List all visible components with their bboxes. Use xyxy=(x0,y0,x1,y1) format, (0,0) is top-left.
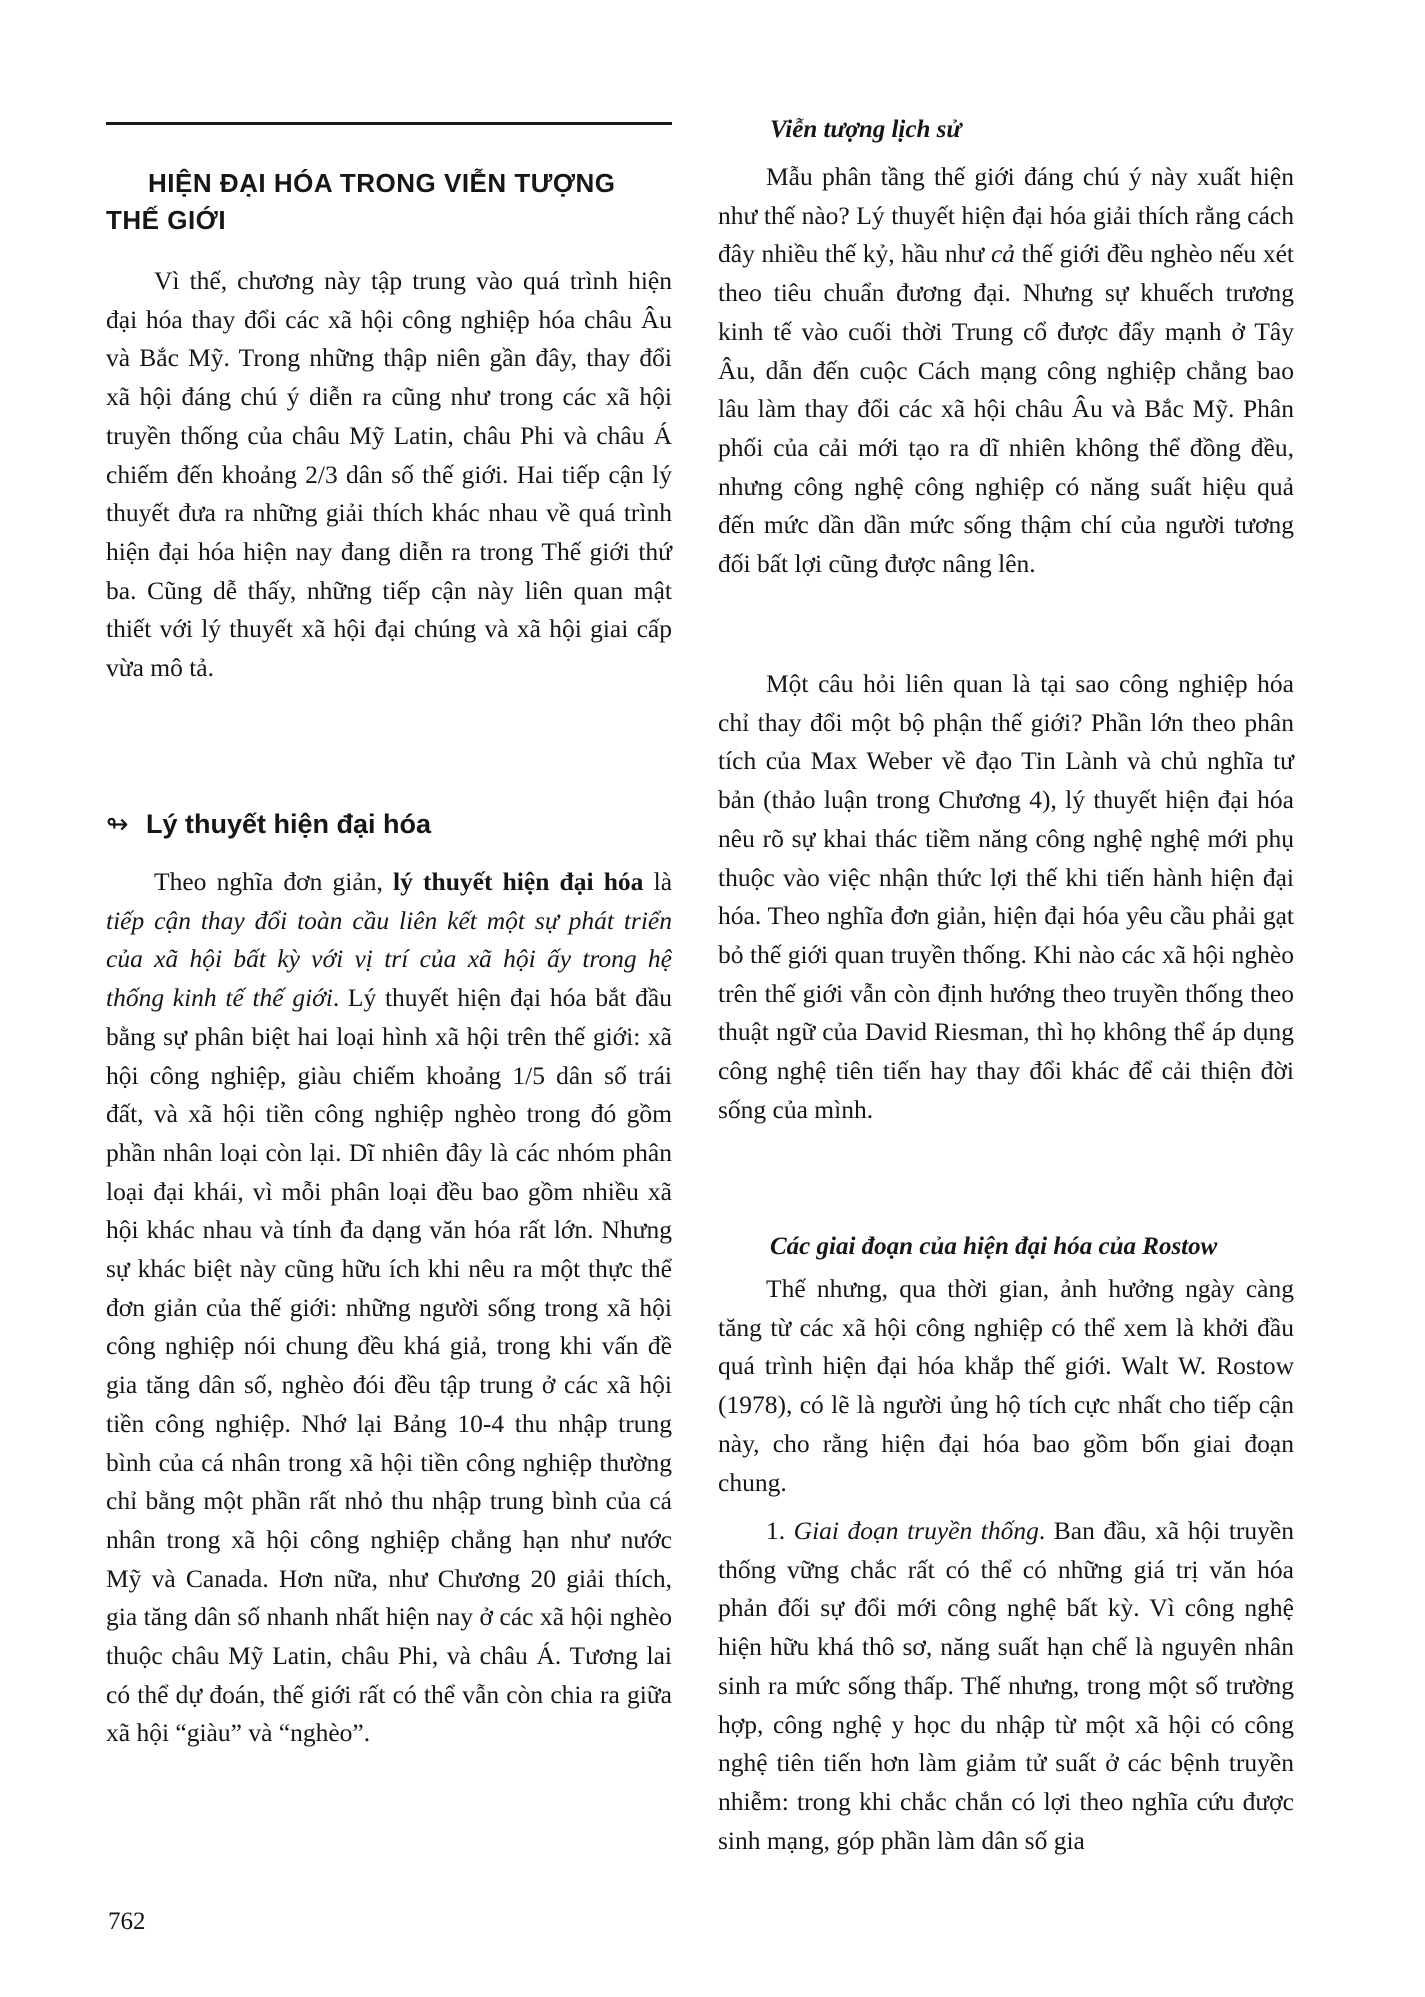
p2-lead: Theo nghĩa đơn giản, xyxy=(154,867,394,896)
heading-historical-perspective: Viễn tượng lịch sử xyxy=(770,116,962,143)
key-term: lý thuyết hiện đại hóa xyxy=(393,867,644,896)
modernization-theory-paragraph xyxy=(106,863,672,1753)
rp1-part-a: Mẫu phân tầng thế giới đáng chú ý này xuất hiện như thế nào? Lý thuyết hiện đại hóa giải thích rằng cách đây nhiều thế kỷ, hầu như xyxy=(718,162,1294,269)
section-title xyxy=(106,165,672,239)
industrialization-question-paragraph: Một câu hỏi liên quan là tại sao công nghiệp hóa chỉ thay đổi một bộ phận thế giới? Phần lớn theo phân tích của Max Weber về đạo Tin Lành và chủ nghĩa tư bản (thảo luận trong Chương 4), lý thuyết hiện đại hóa nêu rõ sự khai thác tiềm năng công nghệ nghệ mới phụ thuộc vào việc nhận thức lợi thế khi tiến hành hiện đại hóa. Theo nghĩa đơn giản, hiện đại hóa yêu cầu phải gạt bỏ thế giới quan truyền thống. Khi nào các xã hội nghèo trên thế giới vẫn còn định hướng theo truyền thống theo thuật ngữ của David Riesman, thì họ không thể áp dụng công nghệ tiên tiến hay thay đổi khác để cải thiện đời sống của mình. xyxy=(718,669,1294,1124)
subheading-modernization-theory xyxy=(106,805,672,843)
stage-description: . Ban đầu, xã hội truyền thống vững chắc rất có thể có những giá trị văn hóa phản đối sự đổi mới công nghệ bất kỳ. Vì công nghệ hiện hữu khá thô sơ, năng suất hạn chế là nguyên nhân sinh ra mức sống thấp. Thế nhưng, trong một số trường hợp, công nghệ y học du nhập từ một xã hội có công nghệ tiên tiến hơn làm giảm tử suất ở các bệnh truyền nhiễm: trong khi chắc chắn có lợi theo nghĩa cứu được sinh mạng, góp phần làm dân số gia xyxy=(718,1516,1294,1855)
emphasis-ca: cả xyxy=(990,239,1016,269)
subheading-text: Lý thuyết hiện đại hóa xyxy=(146,809,432,839)
p2-rest: . Lý thuyết hiện đại hóa bắt đầu bằng sự phân biệt hai loại hình xã hội trên thế giới: xã hội công nghiệp, giàu chiếm khoảng 1/5 dân số trái đất, và xã hội tiền công nghiệp nghèo trong đó gồm phần nhân loại còn lại. Dĩ nhiên đây là các nhóm phân loại đại khái, vì mỗi phân loại đều bao gồm nhiều xã hội khác nhau và tính đa dạng văn hóa rất lớn. Nhưng sự khác biệt này cũng hữu ích khi nêu ra một thực thể đơn giản của thế giới: những người sống trong xã hội công nghiệp nói chung đều khá giả, trong khi vấn đề gia tăng dân số, nghèo đói đều tập trung ở các xã hội tiền công nghiệp. Nhớ lại Bảng 10-4 thu nhập trung bình của cá nhân trong xã hội tiền công nghiệp thường chỉ bằng một phần rất nhỏ thu nhập trung bình của cá nhân trong xã hội công nghiệp chẳng hạn như nước Mỹ và Canada. Hơn nữa, như Chương 20 giải thích, gia tăng dân số nhanh nhất hiện nay ở các xã hội nghèo thuộc châu Mỹ Latin, châu Phi, và châu Á. Tương lai có thể dự đoán, thế giới rất có thể vẫn còn chia ra giữa xã hội “giàu” và “nghèo”. xyxy=(106,983,672,1748)
stage-number: 1. xyxy=(766,1516,794,1545)
curved-arrow-icon: ↬ xyxy=(106,809,129,839)
page-number: 762 xyxy=(108,1908,146,1935)
traditional-stage-paragraph xyxy=(718,1512,1294,1860)
section-top-rule xyxy=(106,122,672,125)
heading-rostow-stages: Các giai đoạn của hiện đại hóa của Rostow xyxy=(770,1233,1218,1260)
intro-paragraph: Vì thế, chương này tập trung vào quá trình hiện đại hóa thay đổi các xã hội công nghiệp hóa châu Âu và Bắc Mỹ. Trong những thập niên gần đây, thay đổi xã hội đáng chú ý diễn ra cũng như trong các xã hội truyền thống của châu Mỹ Latin, châu Phi và châu Á chiếm đến khoảng 2/3 dân số thế giới. Hai tiếp cận lý thuyết đưa ra những giải thích khác nhau về quá trình hiện đại hóa hiện nay đang diễn ra trong Thế giới thứ ba. Cũng dễ thấy, những tiếp cận này liên quan mật thiết với lý thuyết xã hội đại chúng và xã hội giai cấp vừa mô tả. xyxy=(106,266,672,683)
section-title-line-1: HIỆN ĐẠI HÓA TRONG VIỄN TƯỢNG xyxy=(148,168,616,198)
rostow-intro-paragraph: Thế nhưng, qua thời gian, ảnh hưởng ngày càng tăng từ các xã hội công nghiệp có thể xem là khởi đầu quá trình hiện đại hóa khắp thế giới. Walt W. Rostow (1978), có lẽ là người ủng hộ tích cực nhất cho tiếp cận này, cho rằng hiện đại hóa bao gồm bốn giai đoạn chung. xyxy=(718,1274,1294,1497)
stage-term: Giai đoạn truyền thống xyxy=(793,1516,1039,1545)
section-title-line-2: THẾ GIỚI xyxy=(106,205,227,235)
rp1-part-b: thế giới đều nghèo nếu xét theo tiêu chuẩn đương đại. Nhưng sự khuếch trương kinh tế vào cuối thời Trung cổ được đẩy mạnh ở Tây Âu, dẫn đến cuộc Cách mạng công nghiệp chẳng bao lâu làm thay đổi các xã hội châu Âu và Bắc Mỹ. Phân phối của cải mới tạo ra dĩ nhiên không thể đồng đều, nhưng công nghệ công nghiệp có năng suất hiệu quả đến mức dần dần mức sống thậm chí của người tương đối bất lợi cũng được nâng lên. xyxy=(718,239,1295,579)
definition-text: tiếp cận thay đổi toàn cầu liên kết một sự phát triển của xã hội bất kỳ với vị trí của xã hội ấy trong hệ thống kinh tế thế giới xyxy=(106,905,672,1013)
p2-mid: là xyxy=(643,867,673,896)
historical-paragraph xyxy=(718,158,1294,584)
